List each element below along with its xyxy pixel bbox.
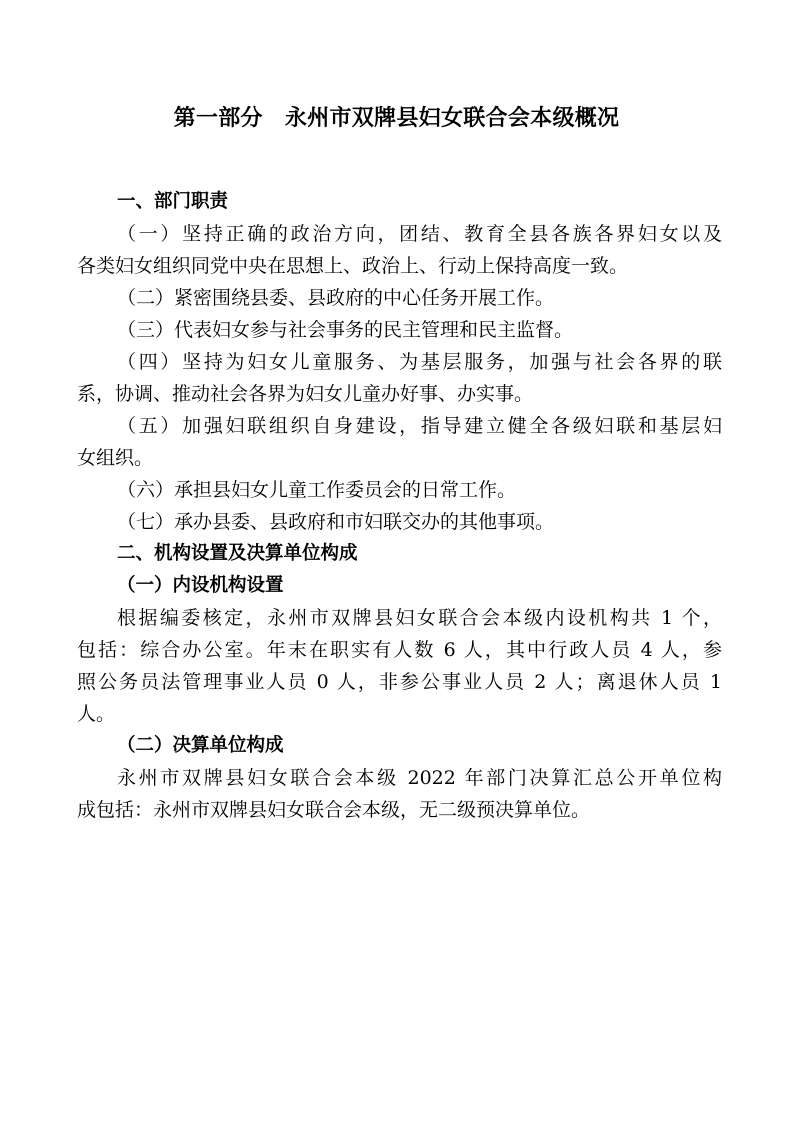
section-heading-organization: 二、机构设置及决算单位构成: [117, 543, 358, 564]
unit-composition-line-1: 永州市双牌县妇女联合会本级 2022 年部门决算汇总公开单位构: [117, 767, 722, 789]
duty-item-2: （二）紧密围绕县委、县政府的中心任务开展工作。: [117, 287, 555, 309]
page-title: [0, 104, 793, 134]
duty-item-6: （六）承担县妇女儿童工作委员会的日常工作。: [117, 479, 517, 501]
duty-item-7: （七）承办县委、县政府和市妇联交办的其他事项。: [117, 511, 555, 533]
internal-structure-line-3: 照公务员法管理事业人员 0 人，非参公事业人员 2 人；离退休人员 1: [77, 671, 722, 693]
title-part: 第一部分: [173, 106, 263, 131]
subsection-heading-unit-composition: （二）决算单位构成: [117, 735, 284, 756]
unit-composition-line-2: 成包括：永州市双牌县妇女联合会本级，无二级预决算单位。: [77, 799, 591, 821]
duty-item-5-line-1: （五）加强妇联组织自身建设，指导建立健全各级妇联和基层妇: [117, 415, 722, 437]
duty-item-4-line-1: （四）坚持为妇女儿童服务、为基层服务，加强与社会各界的联: [117, 351, 722, 373]
internal-structure-line-4: 人。: [77, 703, 116, 725]
subsection-heading-internal-structure: （一）内设机构设置: [117, 575, 284, 596]
title-name: 永州市双牌县妇女联合会本级概况: [284, 106, 620, 131]
internal-structure-line-1: 根据编委核定，永州市双牌县妇女联合会本级内设机构共 1 个，: [117, 607, 722, 629]
duty-item-1-line-2: 各类妇女组织同党中央在思想上、政治上、行动上保持高度一致。: [77, 255, 629, 277]
duty-item-3: （三）代表妇女参与社会事务的民主管理和民主监督。: [117, 319, 574, 341]
section-heading-duties: 一、部门职责: [117, 191, 229, 212]
duty-item-1-line-1: （一）坚持正确的政治方向，团结、教育全县各族各界妇女以及: [117, 223, 722, 245]
internal-structure-line-2: 包括：综合办公室。年末在职实有人数 6 人，其中行政人员 4 人，参: [77, 639, 722, 661]
duty-item-4-line-2: 系，协调、推动社会各界为妇女儿童办好事、办实事。: [77, 383, 534, 405]
document-body: [77, 186, 722, 826]
duty-item-5-line-2: 女组织。: [77, 447, 154, 469]
